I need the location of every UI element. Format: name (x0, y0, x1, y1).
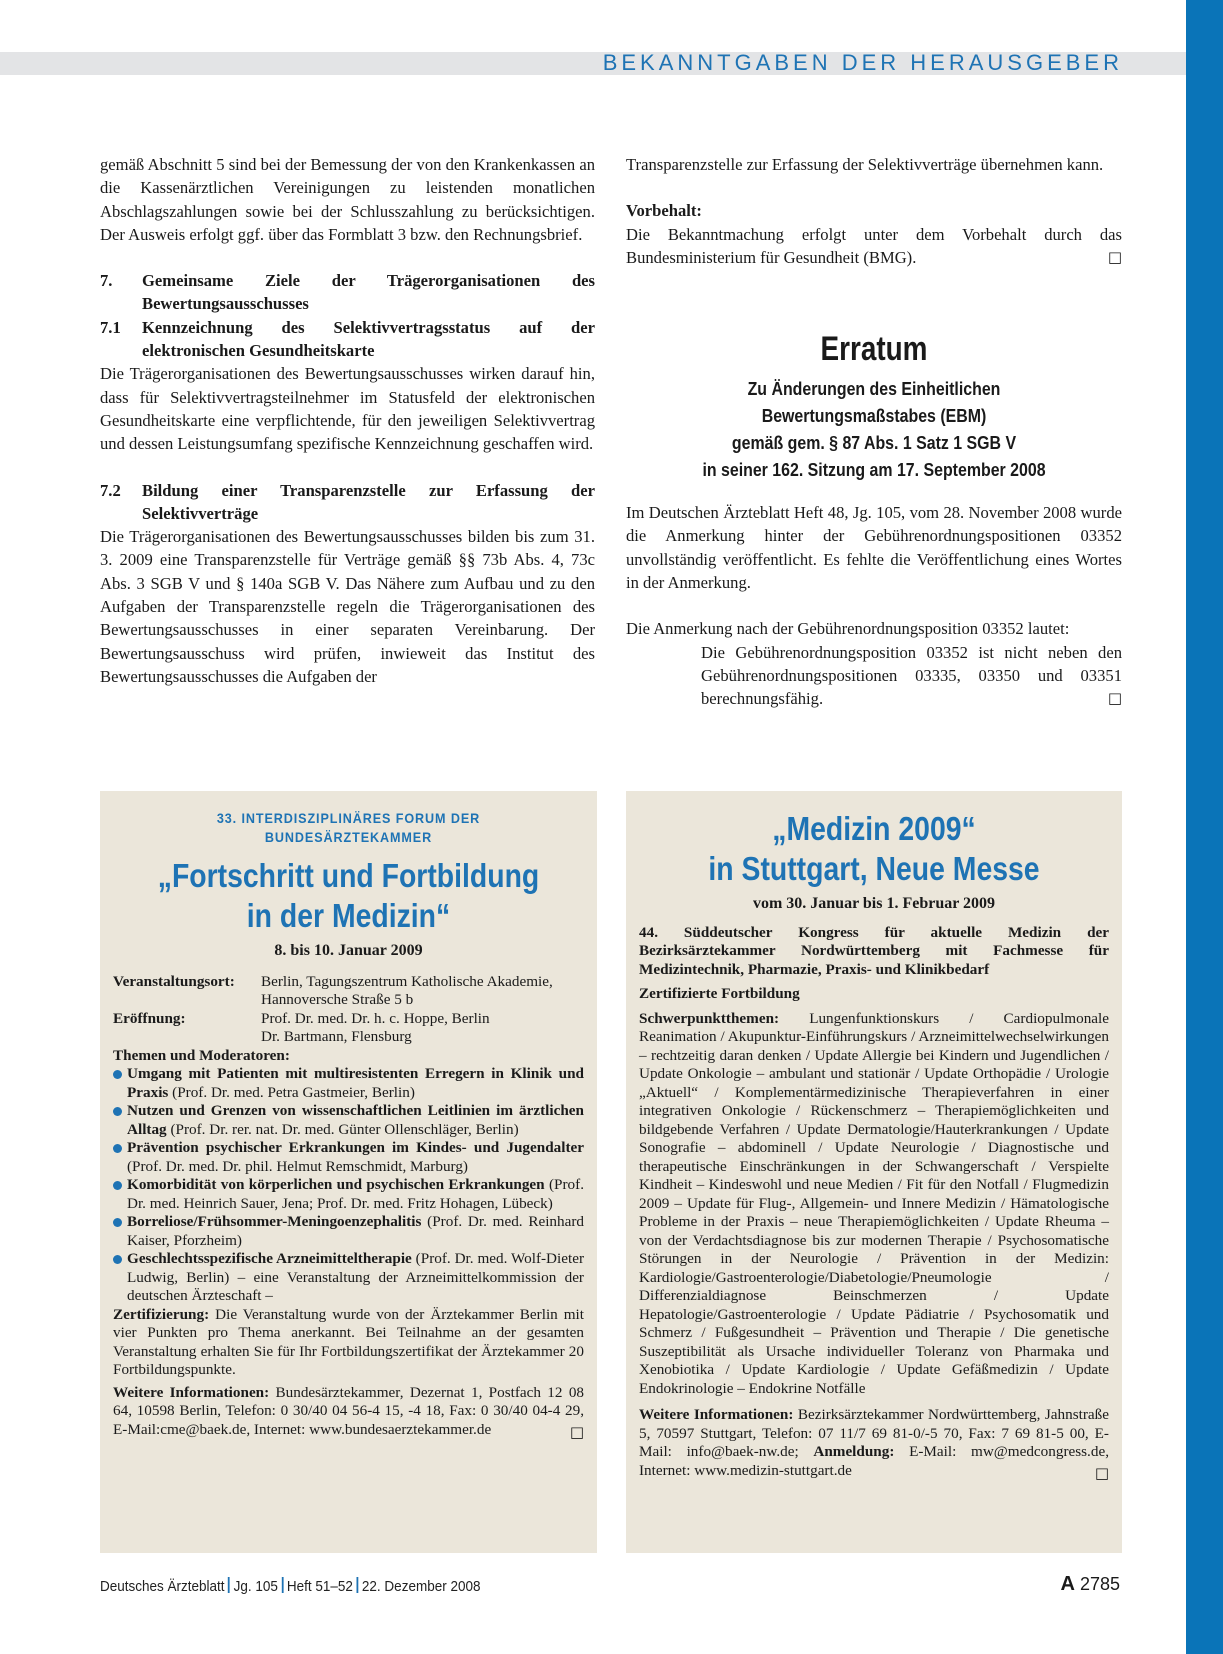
opening-row: Eröffnung: Prof. Dr. med. Dr. h. c. Hoppe, Berlin Dr. Bartmann, Flensburg (113, 1009, 490, 1045)
event-box-medizin-2009 (626, 791, 1122, 1553)
certification-paragraph: Zertifizierung: Die Veranstaltung wurde von der Ärztekammer Berlin mit vier Punkten pro Thema anerkannt. Bei Teilnahme an der gesamten Veranstaltung erhalten Sie für Ihr Fortbildungszertifikat der Ärztekammer 20 Fortbildungspunkte. (113, 1305, 584, 1378)
event-box-forum (100, 791, 597, 1553)
list-item: Nutzen und Grenzen von wissenschaftlichen Leitlinien im ärztlichen Alltag (Prof. Dr. rer. nat. Dr. med. Günter Ollenschläger, Berlin) (113, 1102, 584, 1139)
paragraph: Die Trägerorganisationen des Bewertungsausschusses bilden bis zum 31. 3. 2009 eine Transparenzstelle für Verträge gemäß §§ 73b Abs. 4, 73c Abs. 3 SGB V und § 140a SGB V. Das Nähere zum Aufbau und zu den Aufgaben der Transparenzstelle regeln die Trägerorganisationen des Bewertungsausschusses in einer separaten Vereinbarung. Der Bewertungsausschuss wird prüfen, inwieweit das Institut des Bewertungsausschusses die Aufgaben der (100, 527, 595, 686)
list-item: Geschlechtsspezifische Arzneimitteltherapie (Prof. Dr. med. Wolf-Dieter Ludwig, Berlin) – eine Veranstaltung der Arzneimittelkommission der deutschen Ärzteschaft – (113, 1250, 584, 1306)
paragraph: gemäß Abschnitt 5 sind bei der Bemessung der von den Krankenkassen an die Kassenärztlichen Vereinigungen zu leistenden monatlichen Abschlagszahlungen sowie bei der Schlusszahlung zu berücksichtigen. Der Ausweis erfolgt ggf. über das Formblatt 3 bzw. den Rechnungsbrief. (100, 155, 595, 244)
end-of-article-mark: □ (1094, 1463, 1109, 1482)
heading-7-1: 7.1 Kennzeichnung des Selektivvertragsstatus auf der elektronischen Gesundheitskarte (100, 317, 595, 361)
journal-name: Deutsches Ärzteblatt (100, 1578, 225, 1595)
separator (281, 1577, 283, 1593)
issue-date: 22. Dezember 2008 (361, 1578, 481, 1595)
list-item: Prävention psychischer Erkrankungen im Kindes- und Jugendalter (Prof. Dr. med. Dr. phil. Helmut Remschmidt, Marburg) (113, 1139, 584, 1176)
event-title-line-2: in der Medizin“ (246, 897, 451, 934)
erratum-subtitle-3: in seiner 162. Sitzung am 17. September 2008 (702, 459, 1046, 481)
separator (357, 1577, 359, 1593)
end-of-article-mark: □ (1107, 689, 1122, 708)
topics-paragraph: Schwerpunktthemen: Lungenfunktionskurs / Cardiopulmonale Reanimation / Akupunktur-Einführungskurs / Arzneimittelwechselwirkungen – rechtzeitig daran denken / Update Allergie bei Kindern und Jugendlichen / Update Onkologie – ambulant und stationär / Update Orthopädie / Urologie „Aktuell“ / Komplementärmedizinische Therapieverfahren in einer integrativen Onkologie / Rückenschmerz – Therapiemöglichkeiten und bildgebende Verfahren / Update Dermatologie/Hauterkrankungen / Update Sonografie – abdominell / Update Neurologie / Diagnostische und therapeutische Einschränkungen in der Schwangerschaft / Verspielte Kindheit – Kindeswohl und neue Medien / Fit für den Notfall / Flugmedizin 2009 – Update für Flug-, Allgemein- und Innere Medizin / Hämatologische Probleme in der Praxis – neue Therapiemöglichkeiten / Update Rheuma – von der Verdachtsdiagnose bis zur modernen Therapie / Psychosomatische Störungen in der Neurologie / Prävention in der Medizin: Kardiologie/Gastroenterologie/Diabetologie/Pneumologie / Differenzialdiagnose Beinschmerzen / Update Hepatologie/Gastroenterologie / Update Pädiatrie / Psychosomatik und Schmerz / Fußgesundheit – Prävention und Therapie / Die genetische Suszeptibilität als Ursache individueller Toleranz von Pharmaka und Xenobiotika / Update Kardiologie / Update Gefäßmedizin / Update Endokrinologie – Endokrine Notfälle (639, 1009, 1109, 1397)
heading-7: 7. Gemeinsame Ziele der Trägerorganisationen des Bewertungsausschusses (100, 271, 595, 314)
footer-citation (100, 1577, 480, 1595)
event-title-line-1: „Fortschritt und Fortbildung (157, 857, 540, 894)
info-paragraph: Weitere Informationen: Bezirksärztekammer Nordwürttemberg, Jahnstraße 5, 70597 Stuttgart, Telefon: 07 11/7 69 81-0/-5 70, Fax: 7 69 81-5 00, E-Mail: info@baek-nw.de; Anmeldung: E-Mail: mw@medcongress.de, Internet: www.medizin-stuttgart.de □ (639, 1406, 1109, 1480)
end-of-article-mark: □ (569, 1422, 584, 1441)
heading-7-2: 7.2 Bildung einer Transparenzstelle zur Erfassung der Selektivverträge (100, 480, 595, 523)
left-column (100, 153, 595, 688)
list-item: Borreliose/Frühsommer-Meningoenzephalitis (Prof. Dr. med. Reinhard Kaiser, Pforzheim) (113, 1213, 584, 1250)
vorbehalt-paragraph: Die Bekanntmachung erfolgt unter dem Vorbehalt durch das Bundesministerium für Gesundheit (BMG). □ (626, 224, 1122, 267)
paragraph: Im Deutschen Ärzteblatt Heft 48, Jg. 105, vom 28. November 2008 wurde die Anmerkung hinter der Gebührenordnungspositionen 03352 unvollständig veröffentlicht. Es fehlte die Veröffentlichung eines Wortes in der Anmerkung. (626, 503, 1122, 593)
separator (228, 1577, 230, 1593)
event-date: vom 30. Januar bis 1. Februar 2009 (752, 895, 996, 912)
journal-volume: Jg. 105 (233, 1578, 278, 1595)
erratum-quote: Die Gebührenordnungsposition 03352 ist nicht neben den Gebührenordnungspositionen 03335, 03350 und 03351 berechnungsfähig. □ (701, 642, 1122, 709)
topics-list (113, 1065, 584, 1306)
event-kicker: 33. INTERDISZIPLINÄRES FORUM DER BUNDESÄRZTEKAMMER (216, 810, 481, 845)
end-of-article-mark: □ (1107, 247, 1122, 266)
list-item: Komorbidität von körperlichen und psychischen Erkrankungen (Prof. Dr. med. Heinrich Sauer, Jena; Prof. Dr. med. Fritz Hohagen, Lübeck) (113, 1176, 584, 1213)
info-paragraph: Weitere Informationen: Bundesärztekammer, Dezernat 1, Postfach 12 08 64, 10598 Berlin, Telefon: 0 30/40 04 56-4 15, -4 18, Fax: 0 30/40 04-4 29, E-Mail:cme@baek.de, Internet: www.bundesaerztekammer.de □ (113, 1384, 584, 1440)
erratum-subtitle-1: Zu Änderungen des Einheitlichen Bewertungsmaßstabes (EBM) (747, 378, 1001, 427)
list-item: Umgang mit Patienten mit multiresistenten Erregern in Klinik und Praxis (Prof. Dr. med. Petra Gastmeier, Berlin) (113, 1065, 584, 1102)
section-title: BEKANNTGABEN DER HERAUSGEBER (602, 50, 1123, 75)
paragraph: Die Anmerkung nach der Gebührenordnungsposition 03352 lautet: (626, 619, 1070, 639)
right-column (626, 153, 1122, 711)
event-title-line-1: „Medizin 2009“ (772, 810, 976, 847)
erratum-subtitle-2: gemäß gem. § 87 Abs. 1 Satz 1 SGB V (731, 432, 1017, 454)
vorbehalt-label: Vorbehalt: (626, 201, 702, 221)
paragraph: Transparenzstelle zur Erfassung der Selektivverträge übernehmen kann. (626, 155, 1104, 174)
congress-description: 44. Süddeutscher Kongress für aktuelle Medizin der Bezirksärztekammer Nordwürttemberg mit Fachmesse für Medizintechnik, Pharmazie, Praxis- und Klinikbedarf (639, 923, 1109, 978)
event-title-line-2: in Stuttgart, Neue Messe (708, 850, 1040, 887)
event-date: 8. bis 10. Januar 2009 (274, 942, 423, 959)
journal-issue: Heft 51–52 (286, 1578, 353, 1595)
topics-label: Themen und Moderatoren: (113, 1046, 290, 1064)
paragraph: Die Trägerorganisationen des Bewertungsausschusses wirken darauf hin, dass für Selektivvertragsteilnehmer im Statusfeld der elektronischen Gesundheitskarte eine verpflichtende, für den jeweiligen Selektivvertrag und dessen Leistungsumfang spezifische Kennzeichnung geschaffen wird. (100, 364, 595, 454)
certification-label: Zertifizierte Fortbildung (639, 985, 800, 1002)
side-color-stripe (1186, 0, 1223, 1654)
erratum-title: Erratum (820, 330, 928, 369)
page-number: A 2785 (1060, 1573, 1120, 1595)
venue-row: Veranstaltungsort: Berlin, Tagungszentrum Katholische Akademie, Hannoversche Straße 5 b (113, 972, 553, 1008)
